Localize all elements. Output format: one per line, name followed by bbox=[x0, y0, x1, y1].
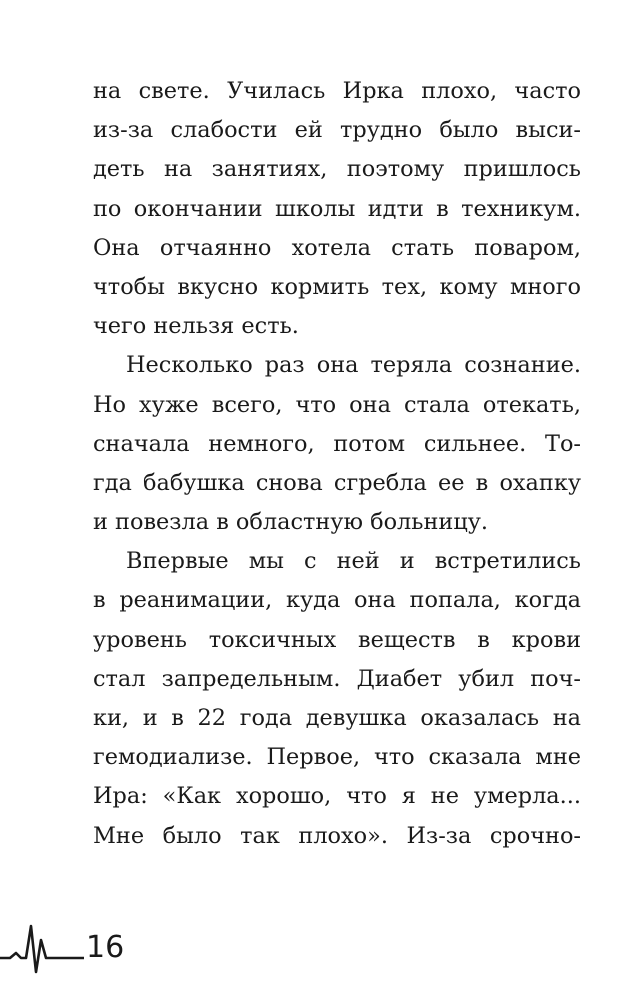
text-line: деть на занятиях, поэтому пришлось bbox=[93, 156, 581, 183]
text-line: гда бабушка снова сгребла ее в охапку bbox=[93, 469, 581, 496]
text-line: в реанимации, куда она попала, когда bbox=[93, 587, 581, 614]
text-line: и повезла в областную больницу. bbox=[93, 509, 489, 536]
page-text bbox=[93, 72, 581, 856]
page-footer bbox=[0, 918, 200, 978]
text-line: Ира: «Как хорошо, что я не умерла... bbox=[93, 783, 581, 810]
page-number: 16 bbox=[86, 930, 125, 965]
text-line: по окончании школы идти в техникум. bbox=[93, 195, 581, 222]
paragraph-start-line: Несколько раз она теряла сознание. bbox=[126, 352, 581, 379]
text-line: сначала немного, потом сильнее. То- bbox=[93, 430, 581, 457]
text-line: на свете. Училась Ирка плохо, часто bbox=[93, 78, 581, 104]
heartbeat-pulse-icon bbox=[0, 918, 84, 978]
text-line: ки, и в 22 года девушка оказалась на bbox=[93, 705, 581, 731]
text-line: стал запредельным. Диабет убил поч- bbox=[93, 665, 581, 692]
text-line: чтобы вкусно кормить тех, кому много bbox=[93, 273, 581, 300]
text-line: уровень токсичных веществ в крови bbox=[93, 626, 581, 653]
text-line: Но хуже всего, что она стала отекать, bbox=[93, 391, 581, 418]
text-line: Мне было так плохо». Из-за срочно- bbox=[93, 822, 581, 849]
text-line: чего нельзя есть. bbox=[93, 313, 299, 340]
paragraph-start-line: Впервые мы с ней и встретились bbox=[126, 548, 581, 575]
text-line: из-за слабости ей трудно было выси- bbox=[93, 117, 581, 144]
text-line: гемодиализе. Первое, что сказала мне bbox=[93, 744, 581, 771]
text-line: Она отчаянно хотела стать поваром, bbox=[93, 234, 581, 261]
